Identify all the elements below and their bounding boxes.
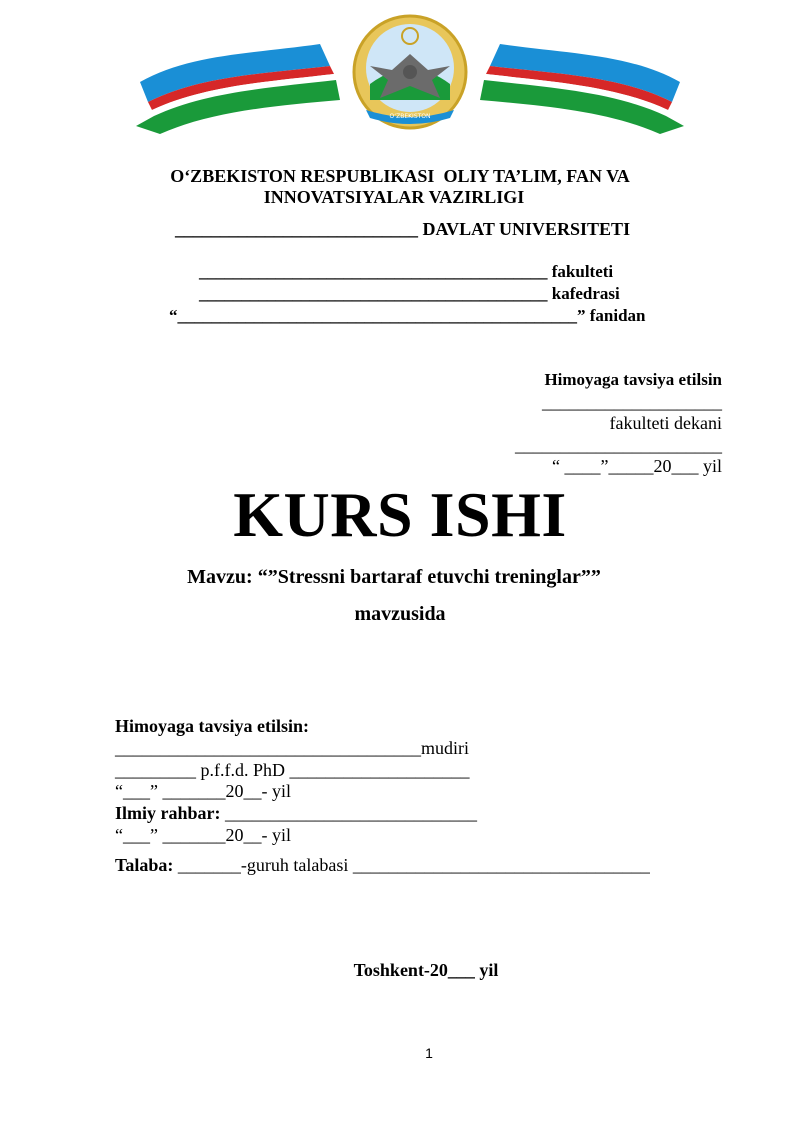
state-emblem-flag [130,14,690,136]
student-label: Talaba: [115,855,174,875]
flag-left [136,44,340,134]
date-line-2: “___” _______20__- yil [115,825,291,845]
faculty-line: _________________________________________ fakulteti [199,262,614,281]
document-title: KURS ISHI [233,479,567,550]
dean-title: fakulteti dekani [609,413,722,433]
dean-recommend-label: Himoyaga tavsiya etilsin [544,370,722,389]
university-line: ___________________________ DAVLAT UNIVERSITETI [175,219,631,239]
dean-sign-line-2: _______________________ [515,435,722,455]
subject-line: “_______________________________________________” fanidan [169,306,646,325]
date-line-1: “___” _______20__- yil [115,781,291,801]
dean-sign-line: ____________________ [542,392,722,412]
department-line: _________________________________________ kafedrasi [199,284,620,303]
student-line [115,855,650,876]
student-blank: _______-guruh talabasi _________________________________ [173,855,650,875]
ministry-line-2: INNOVATSIYALAR VAZIRLIGI [263,187,525,207]
city-year: Toshkent-20___ yil [353,960,499,980]
emblem-label: O‘ZBEKISTON [389,113,431,120]
supervisor-blank: ____________________________ [220,803,477,823]
flag-right [480,44,684,134]
page-number: 1 [425,1045,433,1061]
topic-line-2: mavzusida [354,603,446,625]
supervisor-label: Ilmiy rahbar: [115,803,221,823]
head-of-department-line: __________________________________mudiri [115,738,469,758]
emblem-seal [354,16,466,128]
head-recommend-label: Himoyaga tavsiya etilsin: [115,716,309,736]
ministry-line-1: O‘ZBEKISTON RESPUBLIKASI OLIY TA’LIM, FAN VA [170,166,630,186]
dean-date: “ ____”_____20___ yil [552,456,722,476]
degree-line: _________ p.f.f.d. PhD ____________________ [115,760,470,780]
topic-line-1: Mavzu: “”Stressni bartaraf etuvchi treninglar”” [187,566,601,588]
supervisor-line [115,803,477,824]
